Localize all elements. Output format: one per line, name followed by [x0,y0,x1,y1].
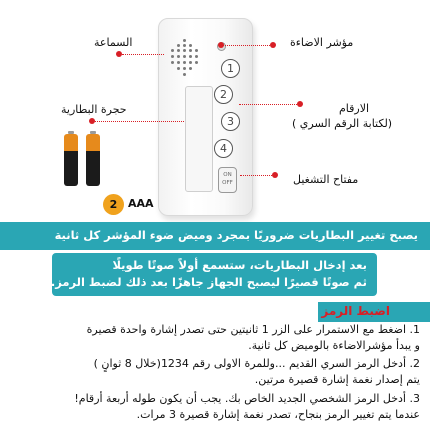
battery-aaa-right [86,134,100,186]
switch-off-label: OFF [222,180,233,186]
step-3-line1: 3. أدخل الرمز الشخصي الجديد الخاص بك. يجب أن يكون طوله أربعة أرقام! [74,392,420,405]
battery-count-badge: 2 [103,194,124,215]
led-marker [270,42,276,48]
step-3-line2: عندما يتم تغيير الرمز بنجاح، تصدر نغمة إشارة قصيرة 3 مرات. [136,408,420,421]
insert-note-box [52,253,377,296]
insert-note-line1: بعد إدخال البطاريات، ستسمع أولاً صوتًا طويلًا [112,258,367,272]
digits-leader-line [239,104,297,105]
key-3-button[interactable]: 3 [221,112,240,131]
digits-marker [297,101,303,107]
step-2-line1: 2. أدخل الرمز السري القديم ...وللمرة الاولى رقم 1234(خلال 8 ثوانٍ ) [93,357,420,370]
step-1-line1: 1. اضغط مع الاستمرار على الزر 1 ثانيتين حتى تصدر إشارة واحدة قصيرة [86,323,420,336]
switch-on-label: ON [223,172,232,178]
digits-sublabel: (لكتابة الرقم السري ) [292,117,393,130]
key-1-button[interactable]: 1 [221,59,240,78]
speaker-label: السماعة [94,36,133,49]
led-label: مؤشر الاضاءة [290,36,354,49]
battery-window [185,86,213,192]
section-title: اضبط الرمز [321,304,390,318]
insert-note-line2: ثم صوتًا قصيرًا ليصبح الجهاز جاهزًا بعد ذلك لضبط الرمز. [50,275,367,289]
power-switch[interactable] [218,167,237,193]
power-marker [272,172,278,178]
battery-aaa-left [64,134,78,186]
key-4-button[interactable]: 4 [214,139,233,158]
led-leader-line [222,45,270,46]
led-marker-end [218,42,224,48]
step-2-line2: يتم إصدار نغمة إشارة قصيرة مرتين. [254,373,420,386]
battery-leader-line [95,121,184,122]
battery-type-label: AAA [128,197,154,210]
lock-device [158,18,253,216]
battery-change-text: يصبح تغيير البطاريات ضروريًا بمجرد وميض ضوء المؤشر كل ثانية [54,228,418,242]
battery-change-banner [0,222,430,250]
section-title-bar [318,302,430,322]
power-switch-label: مفتاح التشغيل [293,173,359,186]
key-2-button[interactable]: 2 [214,85,233,104]
speaker-leader-line [122,54,164,55]
speaker-grille [171,39,199,81]
step-1-line2: و يبدأ مؤشرالاضاءة بالوميض كل ثانية. [248,339,420,352]
power-leader-line [240,175,272,176]
digits-label: الارقام [339,102,370,115]
battery-compartment-label: حجرة البطارية [61,103,127,116]
